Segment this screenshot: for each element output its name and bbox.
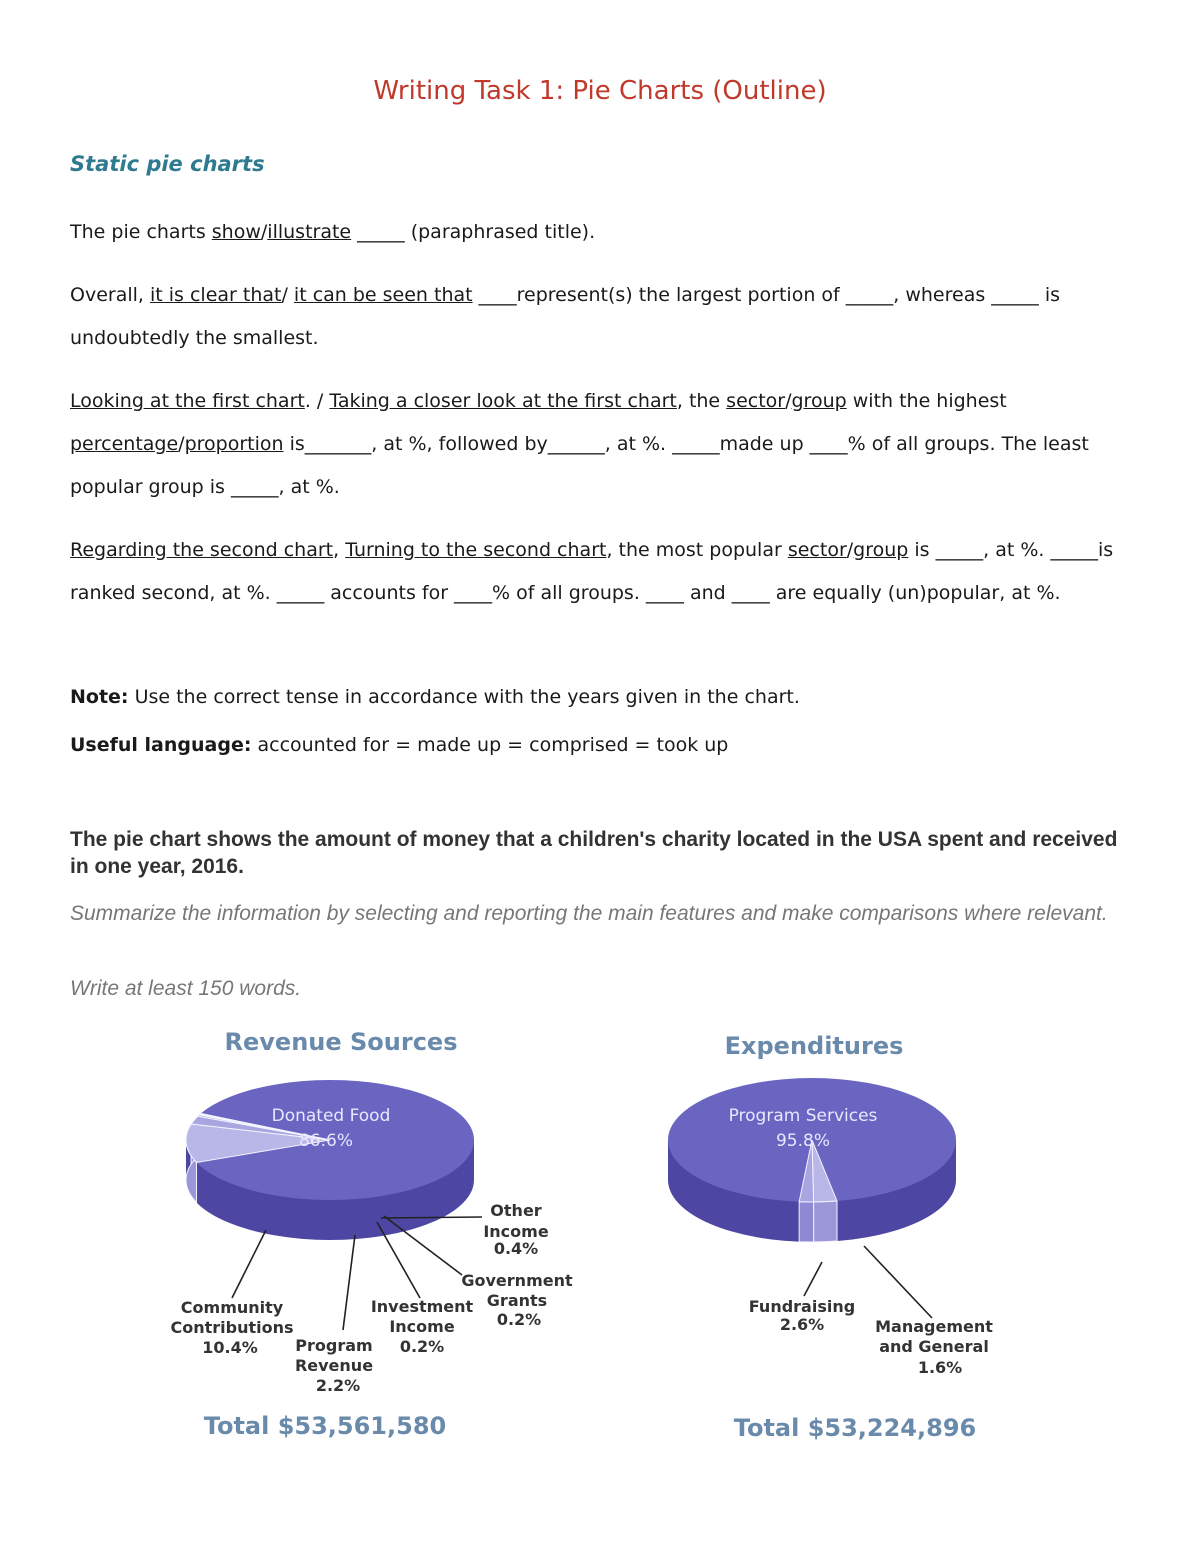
svg-text:0.2%: 0.2% [399,1337,445,1356]
revenue-total: Total $53,561,580 [203,1412,447,1440]
value-program-services: 95.8% [775,1131,831,1151]
label-other-income: Other [490,1201,542,1220]
expenditures-chart-title: Expenditures [724,1032,904,1060]
revenue-chart [170,1028,572,1440]
paragraph-overview: Overall, it is clear that/ it can be seen that ____represent(s) the largest portion of _____, whereas _____ is undoubtedly the smallest. [70,284,1060,349]
label-program-revenue: Program [295,1336,373,1355]
label-fundraising: Fundraising [748,1297,856,1316]
svg-text:Grants: Grants [486,1291,548,1310]
note: Note: Use the correct tense in accordance with the years given in the chart. [70,686,800,708]
task-prompt: The pie chart shows the amount of money that a children's charity located in the USA spent and received in one year, 2016. [70,828,1118,878]
useful-language: Useful language: accounted for = made up = comprised = took up [70,734,729,756]
expenditures-total: Total $53,224,896 [733,1414,977,1442]
pie-charts-figure [0,1000,1200,1553]
svg-text:10.4%: 10.4% [202,1338,258,1357]
svg-text:Revenue: Revenue [294,1356,374,1375]
svg-text:0.4%: 0.4% [493,1239,539,1258]
svg-text:2.2%: 2.2% [315,1376,361,1395]
svg-text:and General: and General [879,1337,989,1356]
svg-text:0.2%: 0.2% [496,1310,542,1329]
label-program-services: Program Services [728,1106,878,1126]
label-management-general: Management [875,1317,993,1336]
section-heading: Static pie charts [70,152,265,176]
svg-text:Contributions: Contributions [170,1318,294,1337]
svg-text:2.6%: 2.6% [779,1315,825,1334]
revenue-chart-title: Revenue Sources [224,1028,458,1056]
label-donated-food: Donated Food [271,1106,391,1126]
label-investment-income: Investment [370,1297,474,1316]
expenditures-chart [668,1032,993,1442]
task-instruction: Summarize the information by selecting and reporting the main features and make comparisons where relevant. [70,902,1108,925]
page-title: Writing Task 1: Pie Charts (Outline) [373,76,827,106]
value-donated-food: 86.6% [298,1131,354,1151]
pie-slice-side-management-and-general [799,1202,813,1242]
paragraph-intro: The pie charts show/illustrate _____ (paraphrased title). [70,221,596,243]
pie-slice-side-fundraising [814,1201,837,1242]
task-word-count: Write at least 150 words. [70,977,302,1000]
label-community-contributions: Community [180,1298,284,1317]
svg-text:1.6%: 1.6% [917,1358,963,1377]
paragraph-first-chart: Looking at the first chart. / Taking a closer look at the first chart, the sector/group with the highest percentage/proportion is_______, at %, followed by______, at %. _____made up ____% of all groups. The least popular group is _____, at %. [70,390,1089,498]
label-government-grants: Government [461,1271,573,1290]
svg-text:Income: Income [483,1222,549,1241]
paragraph-second-chart: Regarding the second chart, Turning to the second chart, the most popular sector/group is _____, at %. _____is ranked second, at %. _____ accounts for ____% of all groups. ____ and ____ are equally (un)popular, at %. [70,539,1114,604]
svg-text:Income: Income [389,1317,455,1336]
